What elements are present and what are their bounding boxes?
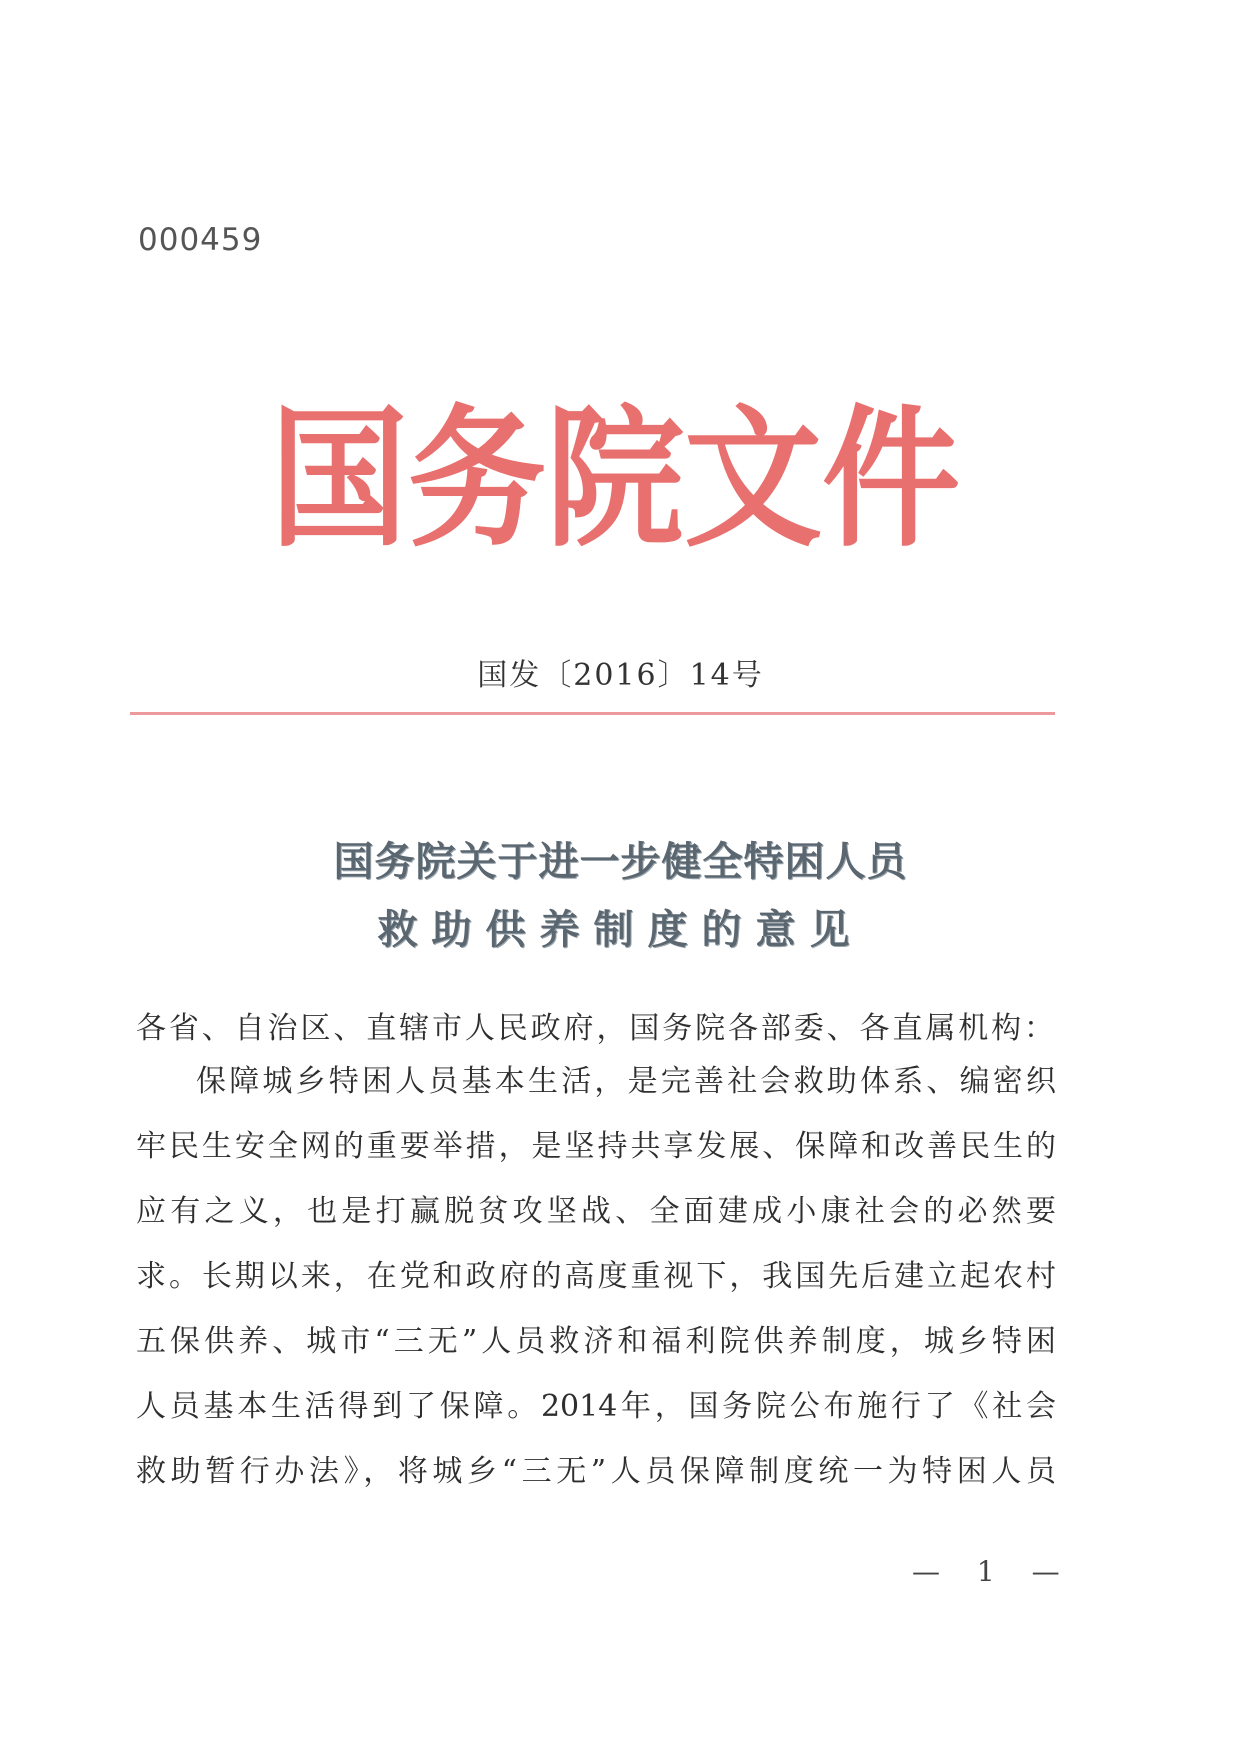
red-separator-rule (130, 712, 1055, 715)
issue-number: 国发〔2016〕14号 (477, 658, 764, 693)
banner-char-3: 院 (546, 390, 685, 568)
banner-char-5: 件 (822, 390, 961, 568)
body-line-3: 应有之义，也是打赢脱贫攻坚战、全面建成小康社会的必然要 (136, 1194, 1056, 1229)
document-serial-number: 000459 (138, 222, 263, 258)
banner-char-1: 国 (270, 390, 409, 568)
body-line-7: 救助暂行办法》，将城乡“三无”人员保障制度统一为特困人员 (136, 1454, 1056, 1489)
document-title-line-1: 国务院关于进一步健全特困人员 (333, 838, 908, 885)
body-line-1: 保障城乡特困人员基本生活，是完善社会救助体系、编密织 (196, 1064, 1056, 1099)
body-line-5: 五保供养、城市“三无”人员救济和福利院供养制度，城乡特困 (136, 1324, 1056, 1359)
issuer-banner (270, 390, 961, 568)
body-line-2: 牢民生安全网的重要举措，是坚持共享发展、保障和改善民生的 (136, 1129, 1056, 1164)
page-number: — 1 — (912, 1555, 1074, 1588)
banner-char-2: 务 (408, 390, 547, 568)
document-title-line-2: 救助供养制度的意见 (377, 906, 864, 953)
body-line-4: 求。长期以来，在党和政府的高度重视下，我国先后建立起农村 (136, 1259, 1056, 1294)
salutation: 各省、自治区、直辖市人民政府，国务院各部委、各直属机构： (136, 1011, 1056, 1046)
banner-char-4: 文 (684, 390, 823, 568)
body-line-6: 人员基本生活得到了保障。2014年，国务院公布施行了《社会 (136, 1389, 1056, 1424)
